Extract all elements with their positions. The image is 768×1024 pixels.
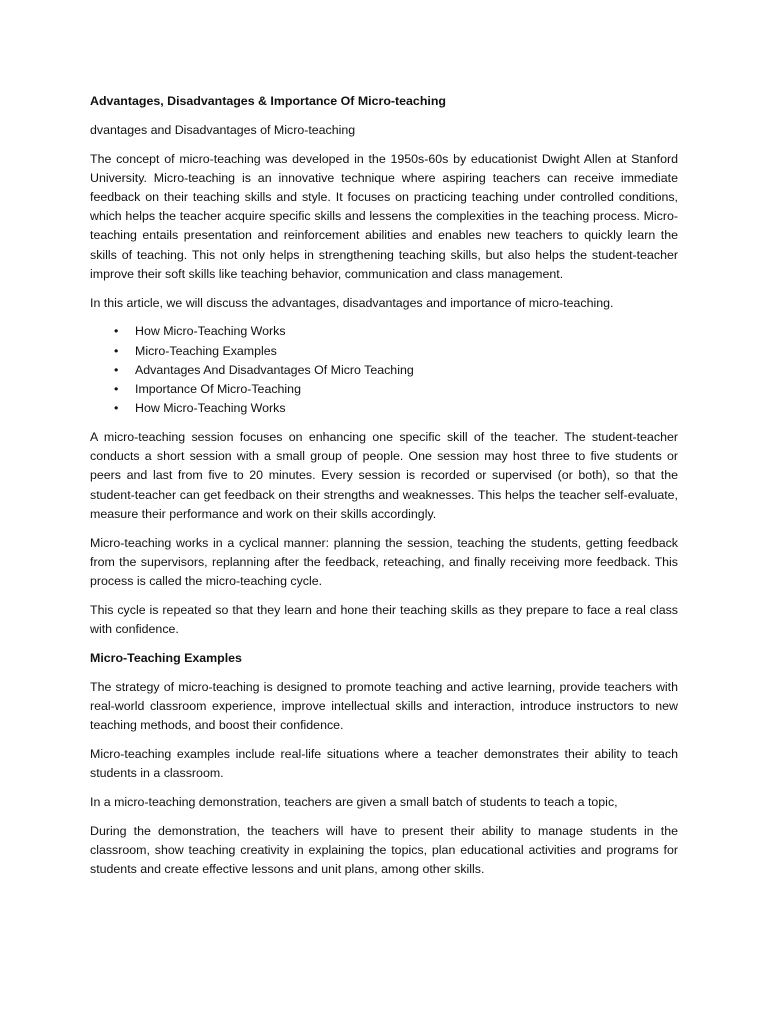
works-paragraph-1: A micro-teaching session focuses on enhancing one specific skill of the teacher. The student-teacher conducts a short session with a small group of people. One session may host three to five students or peers and last from five to 20 minutes. Every session is recorded or supervised (or both), so that the student-teacher can get feedback on their strengths and weaknesses. This helps the teacher self-evaluate, measure their performance and work on their skills accordingly. <box>90 430 678 521</box>
document-page <box>90 92 678 889</box>
list-item-label: Importance Of Micro-Teaching <box>135 382 301 397</box>
list-item-label: How Micro-Teaching Works <box>135 324 286 339</box>
bullet-icon: • <box>114 382 119 397</box>
list-item-label: Micro-Teaching Examples <box>135 343 277 358</box>
works-paragraph-2: Micro-teaching works in a cyclical manner: planning the session, teaching the students, getting feedback from the supervisors, replanning after the feedback, reteaching, and finally receiving more feedback. This process is called the micro-teaching cycle. <box>90 535 678 589</box>
section-heading-examples: Micro-Teaching Examples <box>90 650 242 665</box>
works-paragraph-3: This cycle is repeated so that they learn and hone their teaching skills as they prepare to face a real class with confidence. <box>90 602 678 637</box>
document-subtitle: dvantages and Disadvantages of Micro-teaching <box>90 122 356 137</box>
bullet-icon: • <box>114 324 119 339</box>
list-item <box>90 342 678 361</box>
intro-paragraph-2: In this article, we will discuss the advantages, disadvantages and importance of micro-teaching. <box>90 295 614 310</box>
intro-paragraph-1: The concept of micro-teaching was developed in the 1950s-60s by educationist Dwight Allen at Stanford University. Micro-teaching is an innovative technique where aspiring teachers can receive immediate feedback on their teaching skills and style. It focuses on practicing teaching under controlled conditions, which helps the teacher acquire specific skills and lessens the complexities in the teaching process. Micro-teaching entails presentation and reinforcement abilities and enables new teachers to quickly learn the skills of teaching. This not only helps in strengthening teaching skills, but also helps the student-teacher improve their soft skills like teaching behavior, communication and class management. <box>90 151 678 281</box>
contents-list <box>90 322 678 418</box>
list-item <box>90 361 678 380</box>
list-item-label: Advantages And Disadvantages Of Micro Teaching <box>135 362 414 377</box>
list-item <box>90 399 678 418</box>
examples-paragraph-4: During the demonstration, the teachers will have to present their ability to manage students in the classroom, show teaching creativity in explaining the topics, plan educational activities and programs for students and create effective lessons and unit plans, among other skills. <box>90 823 678 877</box>
examples-paragraph-1: The strategy of micro-teaching is designed to promote teaching and active learning, provide teachers with real-world classroom experience, improve intellectual skills and interaction, introduce instructors to new teaching methods, and boost their confidence. <box>90 679 678 733</box>
bullet-icon: • <box>114 343 119 358</box>
bullet-icon: • <box>114 401 119 416</box>
list-item <box>90 380 678 399</box>
document-title: Advantages, Disadvantages & Importance Of Micro-teaching <box>90 94 446 108</box>
list-item-label: How Micro-Teaching Works <box>135 401 286 416</box>
list-item <box>90 322 678 341</box>
examples-paragraph-2: Micro-teaching examples include real-life situations where a teacher demonstrates their ability to teach students in a classroom. <box>90 746 678 781</box>
examples-paragraph-3: In a micro-teaching demonstration, teachers are given a small batch of students to teach a topic, <box>90 794 618 809</box>
bullet-icon: • <box>114 362 119 377</box>
